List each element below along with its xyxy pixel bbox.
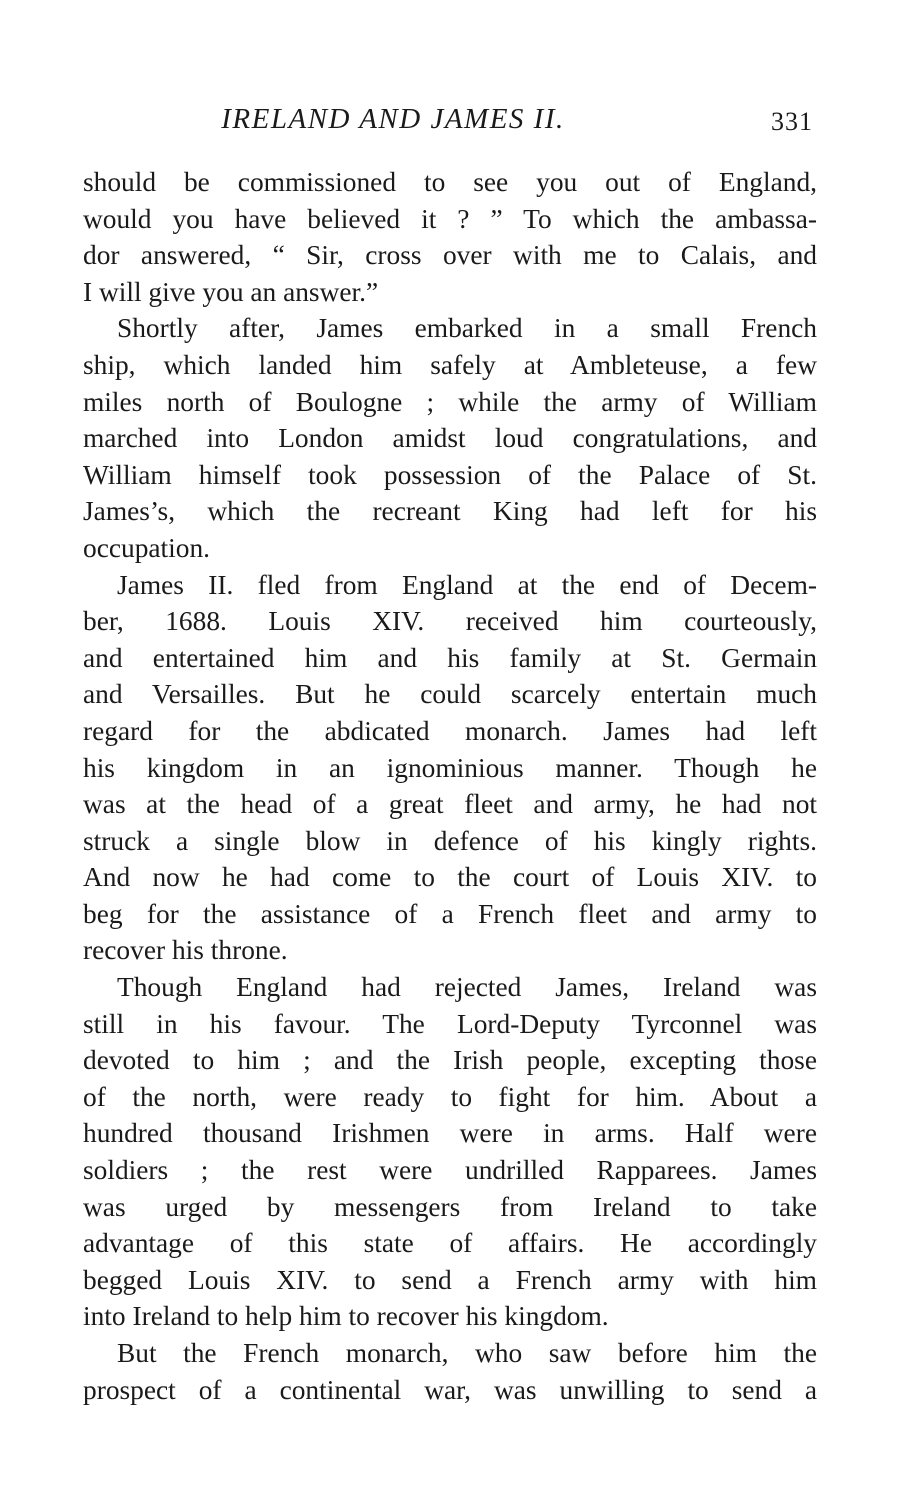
text-line: devoted to him ; and the Irish people, excepting those xyxy=(83,1045,817,1076)
text-line: James II. fled from England at the end of Decem- xyxy=(117,569,817,600)
page-number: 331 xyxy=(771,107,813,136)
text-line: dor answered, “ Sir, cross over with me to Calais, and xyxy=(83,240,817,271)
text-line: advantage of this state of affairs. He accordingly xyxy=(83,1228,817,1259)
text-line: still in his favour. The Lord-Deputy Tyrconnel was xyxy=(83,1008,817,1039)
text-line: regard for the abdicated monarch. James had left xyxy=(83,715,817,746)
text-line: prospect of a continental war, was unwilling to send a xyxy=(83,1374,817,1405)
text-line: soldiers ; the rest were undrilled Rapparees. James xyxy=(83,1155,817,1186)
text-line: beg for the assistance of a French fleet and army to xyxy=(83,898,817,929)
text-line: miles north of Boulogne ; while the army of William xyxy=(83,386,817,417)
text-line: into Ireland to help him to recover his kingdom. xyxy=(83,1301,609,1332)
text-line: ber, 1688. Louis XIV. received him courteously, xyxy=(83,606,817,637)
text-line: ship, which landed him safely at Ambleteuse, a few xyxy=(83,349,817,380)
text-line: hundred thousand Irishmen were in arms. Half were xyxy=(83,1118,817,1149)
paragraph-2 xyxy=(83,310,817,566)
text-line: of the north, were ready to fight for him. About a xyxy=(83,1081,817,1112)
paragraph-5 xyxy=(83,1335,817,1408)
text-line: was at the head of a great fleet and army, he had not xyxy=(83,789,817,820)
text-line: William himself took possession of the Palace of St. xyxy=(83,459,817,490)
text-line: would you have believed it ? ” To which the ambassa- xyxy=(83,203,817,234)
text-line: was urged by messengers from Ireland to take xyxy=(83,1191,817,1222)
running-head xyxy=(83,103,817,143)
paragraph-3 xyxy=(83,567,817,970)
text-line: and entertained him and his family at St. Germain xyxy=(83,642,817,673)
text-line: marched into London amidst loud congratulations, and xyxy=(83,423,817,454)
text-line: his kingdom in an ignominious manner. Though he xyxy=(83,752,817,783)
text-line: and Versailles. But he could scarcely entertain much xyxy=(83,679,817,710)
paragraph-4 xyxy=(83,969,817,1335)
text-line: occupation. xyxy=(83,532,211,563)
text-line: James’s, which the recreant King had left for his xyxy=(83,496,817,527)
text-line: begged Louis XIV. to send a French army with him xyxy=(83,1264,817,1295)
text-line: struck a single blow in defence of his kingly rights. xyxy=(83,825,817,856)
text-line: should be commissioned to see you out of England, xyxy=(83,167,817,197)
text-line: But the French monarch, who saw before him the xyxy=(117,1338,817,1368)
text-line: recover his throne. xyxy=(83,935,288,966)
text-line: Shortly after, James embarked in a small French xyxy=(117,313,817,344)
text-line: I will give you an answer.” xyxy=(83,276,379,307)
text-line: And now he had come to the court of Louis XIV. to xyxy=(83,862,817,893)
text-line: Though England had rejected James, Ireland was xyxy=(117,972,817,1003)
paragraph-1 xyxy=(83,164,817,310)
running-title: IRELAND AND JAMES II. xyxy=(221,103,565,135)
body-text xyxy=(83,164,817,1408)
